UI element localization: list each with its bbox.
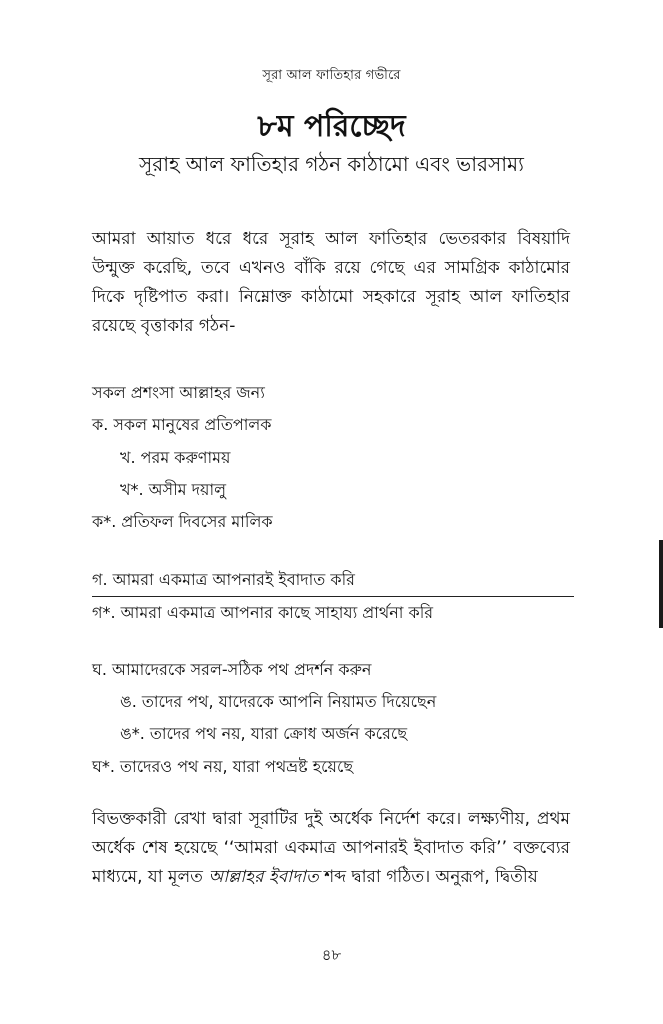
structure-line-gha-star: ঘ*. তাদেরও পথ নয়, যারা পথভ্রষ্ট হয়েছে <box>92 757 354 776</box>
chapter-title: ৮ম পরিচ্ছেদ <box>257 109 406 144</box>
structure-line-ka: ক. সকল মানুষের প্রতিপালক <box>92 415 272 434</box>
closing-emphasis: আল্লাহর ইবাদাত <box>208 867 319 887</box>
structure-line-nga: ঙ. তাদের পথ, যাদেরকে আপনি নিয়ামত দিয়েছেন <box>120 692 437 711</box>
closing-text-start: বিভক্তকারী রেখা দ্বারা সূরাটির দুই অর্ধেক নির্দেশ করে। লক্ষ্যণীয়, প্রথম অর্ধেক শেষ হয়েছে ‘‘আমরা একমাত্র আপনারই ইবাদাত করি’’ বক্তব্যের মাধ্যমে, যা মূলত <box>92 809 570 887</box>
running-head: সূরা আল ফাতিহার গভীরে <box>262 68 401 83</box>
structure-line-kha-star: খ*. অসীম দয়ালু <box>120 480 227 499</box>
structure-line-ga-star: গ*. আমরা একমাত্র আপনার কাছে সাহায্য প্রার্থনা করি <box>92 603 434 622</box>
structure-line-nga-star: ঙ*. তাদের পথ নয়, যারা ক্রোধ অর্জন করেছে <box>120 724 408 743</box>
half-divider-line <box>92 596 574 597</box>
structure-line-gha: ঘ. আমাদেরকে সরল-সঠিক পথ প্রদর্শন করুন <box>92 660 372 679</box>
structure-line-praise: সকল প্রশংসা আল্লাহর জন্য <box>92 383 265 402</box>
structure-line-ga: গ. আমরা একমাত্র আপনারই ইবাদাত করি <box>92 570 355 589</box>
page-edge-mark <box>659 540 663 628</box>
closing-text-end: শব্দ দ্বারা গঠিত। অনুরূপ, দ্বিতীয় <box>318 867 538 887</box>
structure-line-ka-star: ক*. প্রতিফল দিবসের মালিক <box>92 512 273 531</box>
page-number: ৪৮ <box>321 946 342 964</box>
closing-paragraph <box>92 805 570 892</box>
intro-paragraph: আমরা আয়াত ধরে ধরে সূরাহ আল ফাতিহার ভেতরকার বিষয়াদি উন্মুক্ত করেছি, তবে এখনও বাঁকি রয়ে গেছে এর সামগ্রিক কাঠামোর দিকে দৃষ্টিপাত করা। নিম্নোক্ত কাঠামো সহকারে সূরাহ আল ফাতিহার রয়েছে বৃত্তাকার গঠন- <box>92 229 570 336</box>
structure-line-kha: খ. পরম করুণাময় <box>120 448 231 467</box>
chapter-subtitle: সূরাহ আল ফাতিহার গঠন কাঠামো এবং ভারসাম্য <box>139 152 524 176</box>
